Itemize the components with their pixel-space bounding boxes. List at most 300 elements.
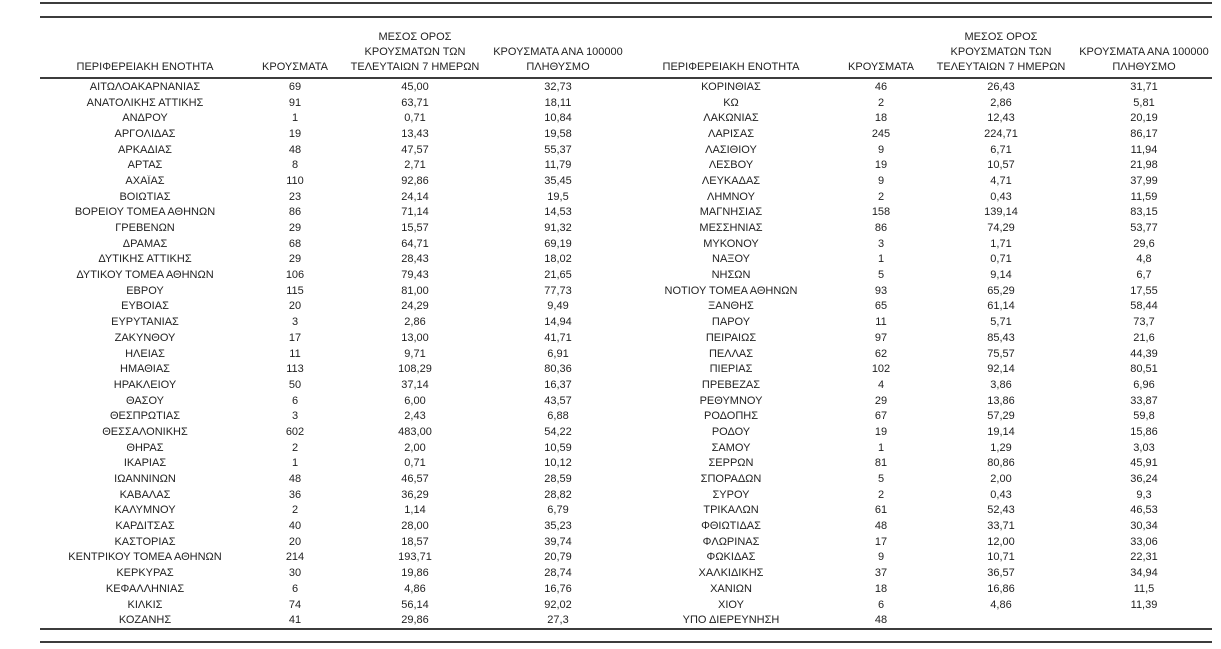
cell-per100k: 19,5: [547, 190, 569, 203]
cell-per100k: 92,02: [544, 598, 572, 611]
cell-avg7: 36,57: [987, 567, 1015, 580]
table-row: [40, 534, 626, 550]
cell-region: ΞΑΝΘΗΣ: [708, 300, 754, 313]
cell-per100k: 59,8: [1133, 410, 1155, 423]
cell-cases: 1: [877, 253, 885, 266]
cell-cases: 8: [291, 159, 299, 172]
cell-region: ΚΙΛΚΙΣ: [127, 598, 163, 611]
cell-cases: 115: [286, 284, 304, 297]
cell-avg7: 13,86: [987, 394, 1015, 407]
cell-avg7: 57,29: [987, 410, 1015, 423]
table-row: [626, 126, 1212, 142]
cell-per100k: 22,31: [1130, 551, 1158, 564]
table-row: [626, 220, 1212, 236]
cell-avg7: 0,43: [990, 190, 1012, 203]
cell-per100k: 9,3: [1136, 488, 1152, 501]
cell-avg7: 15,57: [401, 222, 429, 235]
cell-per100k: 9,49: [547, 300, 569, 313]
cell-avg7: 79,43: [401, 269, 429, 282]
table-row: [40, 361, 626, 377]
table-row: [40, 142, 626, 158]
column-header-avg7-line1: ΜΕΣΟΣ ΟΡΟΣ: [378, 31, 452, 43]
table-row: [40, 550, 626, 566]
left-table-body: [40, 79, 626, 628]
cell-per100k: 45,91: [1130, 457, 1158, 470]
cell-cases: 2: [877, 190, 885, 203]
cell-cases: 48: [288, 473, 302, 486]
cell-per100k: 10,84: [544, 112, 572, 125]
cell-cases: 214: [285, 551, 305, 564]
cell-per100k: 6,7: [1136, 269, 1152, 282]
cell-avg7: 6,71: [990, 143, 1012, 156]
table-row: [626, 408, 1212, 424]
cell-avg7: 2,86: [404, 316, 426, 329]
column-header-cases: ΚΡΟΥΣΜΑΤΑ: [262, 61, 328, 73]
table-row: [626, 79, 1212, 95]
cell-avg7: 2,43: [404, 410, 426, 423]
cell-cases: 29: [288, 222, 302, 235]
cell-avg7: 24,14: [401, 190, 429, 203]
cell-avg7: 28,43: [401, 253, 429, 266]
cell-cases: 19: [874, 159, 888, 172]
cell-avg7: 19,86: [401, 567, 429, 580]
column-header-avg7-line2: ΚΡΟΥΣΜΑΤΩΝ ΤΩΝ: [364, 46, 466, 58]
cell-per100k: 86,17: [1130, 127, 1158, 140]
table-row: [40, 377, 626, 393]
table-row: [40, 581, 626, 597]
cell-region: ΜΕΣΣΗΝΙΑΣ: [699, 222, 763, 235]
cell-avg7: 483,00: [398, 425, 432, 438]
cell-cases: 48: [288, 143, 302, 156]
cell-avg7: 92,86: [401, 174, 429, 187]
table-row: [626, 393, 1212, 409]
cell-region: ΑΝΑΤΟΛΙΚΗΣ ΑΤΤΙΚΗΣ: [86, 96, 204, 109]
column-header-per100k: [490, 45, 626, 75]
cell-avg7: 92,14: [987, 363, 1015, 376]
cell-cases: 48: [874, 614, 888, 627]
cell-cases: 6: [877, 598, 885, 611]
cell-cases: 113: [286, 363, 304, 376]
table-row: [626, 173, 1212, 189]
table-row: [40, 314, 626, 330]
table-row: [40, 346, 626, 362]
cell-region: ΚΕΝΤΡΙΚΟΥ ΤΟΜΕΑ ΑΘΗΝΩΝ: [68, 551, 222, 564]
column-header-cases: ΚΡΟΥΣΜΑΤΑ: [848, 61, 914, 73]
cell-avg7: 1,29: [990, 441, 1012, 454]
table-row: [626, 518, 1212, 534]
cell-per100k: 31,71: [1130, 80, 1158, 93]
cell-avg7: 5,71: [990, 316, 1012, 329]
cell-per100k: 5,81: [1133, 96, 1155, 109]
cell-cases: 97: [874, 331, 888, 344]
cell-avg7: 12,43: [987, 112, 1015, 125]
table-row: [40, 95, 626, 111]
cell-per100k: 4,8: [1136, 253, 1152, 266]
cell-cases: 91: [288, 96, 302, 109]
cell-per100k: 11,79: [544, 159, 572, 172]
cell-region: ΛΑΡΙΣΑΣ: [707, 127, 754, 140]
cell-cases: 3: [291, 316, 299, 329]
table-row: [40, 471, 626, 487]
cell-per100k: 21,65: [544, 269, 572, 282]
table-row: [40, 299, 626, 315]
table-row: [626, 157, 1212, 173]
cell-per100k: 21,98: [1130, 159, 1158, 172]
cell-avg7: 2,71: [404, 159, 426, 172]
cell-avg7: 74,29: [987, 222, 1015, 235]
cell-region: ΜΥΚΟΝΟΥ: [703, 237, 759, 250]
cell-per100k: 10,12: [544, 457, 572, 470]
cell-cases: 41: [288, 614, 302, 627]
cell-per100k: 58,44: [1130, 300, 1158, 313]
cell-cases: 69: [288, 80, 302, 93]
cell-cases: 23: [288, 190, 302, 203]
cell-region: ΘΕΣΠΡΩΤΙΑΣ: [109, 410, 181, 423]
cell-per100k: 11,59: [1130, 190, 1158, 203]
cell-region: ΠΡΕΒΕΖΑΣ: [701, 378, 761, 391]
cell-region: ΝΑΞΟΥ: [712, 253, 750, 266]
cell-region: ΔΥΤΙΚΗΣ ΑΤΤΙΚΗΣ: [98, 253, 192, 266]
cell-avg7: 10,57: [987, 159, 1015, 172]
cell-avg7: 2,00: [404, 441, 426, 454]
cell-per100k: 55,37: [544, 143, 572, 156]
cell-per100k: 14,94: [544, 316, 572, 329]
cell-region: ΧΑΝΙΩΝ: [710, 582, 752, 595]
table-row: [626, 565, 1212, 581]
cell-cases: 5: [877, 269, 885, 282]
cell-per100k: 16,37: [544, 378, 572, 391]
cell-cases: 74: [288, 598, 302, 611]
cell-region: ΑΡΤΑΣ: [127, 159, 163, 172]
cell-per100k: 17,55: [1130, 284, 1158, 297]
cell-avg7: 2,00: [990, 473, 1012, 486]
cell-avg7: 36,29: [401, 488, 429, 501]
cell-per100k: 28,59: [544, 473, 572, 486]
table-row: [40, 173, 626, 189]
cell-region: ΠΙΕΡΙΑΣ: [709, 363, 753, 376]
cell-cases: 50: [288, 378, 302, 391]
cell-region: ΚΩ: [723, 96, 739, 109]
table-row: [40, 283, 626, 299]
cell-per100k: 69,19: [544, 237, 572, 250]
cell-avg7: 1,71: [990, 237, 1012, 250]
cell-avg7: 0,71: [404, 112, 426, 125]
cell-cases: 3: [877, 237, 885, 250]
table-row: [40, 236, 626, 252]
cell-region: ΝΗΣΩΝ: [711, 269, 751, 282]
cell-cases: 19: [288, 127, 302, 140]
cell-cases: 2: [877, 488, 885, 501]
cell-avg7: 10,71: [987, 551, 1015, 564]
cell-region: ΛΕΣΒΟΥ: [708, 159, 754, 172]
cell-per100k: 32,73: [544, 80, 572, 93]
cell-per100k: 11,39: [1130, 598, 1158, 611]
cell-cases: 1: [291, 112, 299, 125]
cell-cases: 17: [288, 331, 302, 344]
cell-cases: 9: [877, 143, 885, 156]
table-row: [40, 597, 626, 613]
column-header-region: ΠΕΡΙΦΕΡΕΙΑΚΗ ΕΝΟΤΗΤΑ: [662, 61, 800, 73]
cell-avg7: 80,86: [987, 457, 1015, 470]
cell-per100k: 33,06: [1130, 535, 1158, 548]
cell-region: ΛΕΥΚΑΔΑΣ: [701, 174, 761, 187]
cell-region: ΗΜΑΘΙΑΣ: [120, 363, 170, 376]
cell-cases: 68: [288, 237, 302, 250]
cell-avg7: 3,86: [990, 378, 1012, 391]
cell-avg7: 4,71: [990, 174, 1012, 187]
table-row: [626, 283, 1212, 299]
cell-avg7: 63,71: [401, 96, 429, 109]
cell-cases: 110: [286, 174, 304, 187]
table-row: [626, 110, 1212, 126]
cell-region: ΘΗΡΑΣ: [126, 441, 164, 454]
table-row: [626, 361, 1212, 377]
table-row: [626, 236, 1212, 252]
cell-per100k: 10,59: [544, 441, 572, 454]
table-body: [40, 79, 1212, 628]
cell-per100k: 33,87: [1130, 394, 1158, 407]
cell-region: ΖΑΚΥΝΘΟΥ: [114, 331, 176, 344]
cell-per100k: 15,86: [1130, 425, 1158, 438]
table-row: [626, 581, 1212, 597]
cell-per100k: 35,23: [544, 520, 572, 533]
table-row: [626, 267, 1212, 283]
cell-per100k: 20,79: [544, 551, 572, 564]
cell-cases: 67: [874, 410, 888, 423]
column-header-region: ΠΕΡΙΦΕΡΕΙΑΚΗ ΕΝΟΤΗΤΑ: [76, 61, 214, 73]
cell-cases: 48: [874, 520, 888, 533]
column-header-per100k: [1076, 45, 1212, 75]
cell-cases: 46: [874, 80, 888, 93]
cell-cases: 65: [874, 300, 888, 313]
cell-avg7: 37,14: [401, 378, 429, 391]
cell-cases: 62: [874, 347, 888, 360]
table-row: [40, 205, 626, 221]
column-header-avg7: [926, 30, 1076, 75]
cell-avg7: 108,29: [398, 363, 432, 376]
table-row: [40, 252, 626, 268]
table-row: [626, 503, 1212, 519]
cell-region: ΛΗΜΝΟΥ: [707, 190, 755, 203]
column-header-avg7: [340, 30, 490, 75]
cell-cases: 17: [874, 535, 888, 548]
cell-region: ΑΙΤΩΛΟΑΚΑΡΝΑΝΙΑΣ: [89, 80, 201, 93]
table-row: [626, 205, 1212, 221]
cell-region: ΦΩΚΙΔΑΣ: [706, 551, 756, 564]
cell-region: ΡΟΔΟΥ: [711, 425, 751, 438]
cell-avg7: 2,86: [990, 96, 1012, 109]
table-row: [40, 126, 626, 142]
cell-avg7: 75,57: [987, 347, 1015, 360]
table-row: [40, 79, 626, 95]
cell-region: ΒΟΡΕΙΟΥ ΤΟΜΕΑ ΑΘΗΝΩΝ: [74, 206, 216, 219]
cell-cases: 37: [874, 567, 888, 580]
cell-region: ΡΕΘΥΜΝΟΥ: [699, 394, 763, 407]
table-row: [40, 518, 626, 534]
cell-avg7: 9,71: [404, 347, 426, 360]
cell-region: ΦΛΩΡΙΝΑΣ: [702, 535, 760, 548]
cell-cases: 2: [291, 504, 299, 517]
table-row: [626, 189, 1212, 205]
cell-avg7: 24,29: [401, 300, 429, 313]
right-table-header: [626, 30, 1212, 75]
cell-per100k: 80,36: [544, 363, 572, 376]
cell-cases: 20: [288, 535, 302, 548]
cell-per100k: 6,91: [547, 347, 569, 360]
cell-per100k: 11,94: [1130, 143, 1158, 156]
cell-cases: 6: [291, 582, 299, 595]
top-rule-outer: [40, 2, 1212, 4]
cell-avg7: 45,00: [401, 80, 429, 93]
cell-cases: 1: [877, 441, 885, 454]
cell-region: ΚΑΛΥΜΝΟΥ: [114, 504, 176, 517]
cell-avg7: 4,86: [990, 598, 1012, 611]
table-row: [40, 456, 626, 472]
cell-per100k: 19,58: [544, 127, 572, 140]
cell-cases: 20: [288, 300, 302, 313]
cell-cases: 18: [874, 112, 888, 125]
cell-avg7: 61,14: [987, 300, 1015, 313]
bottom-rule-inner: [40, 628, 1212, 630]
cell-cases: 11: [875, 316, 887, 329]
cell-region: ΤΡΙΚΑΛΩΝ: [703, 504, 759, 517]
cell-per100k: 16,76: [544, 582, 572, 595]
cell-avg7: 6,00: [404, 394, 426, 407]
cell-cases: 602: [285, 425, 305, 438]
cell-avg7: 4,86: [404, 582, 426, 595]
cell-per100k: 30,34: [1130, 520, 1158, 533]
cell-region: ΑΧΑΪΑΣ: [125, 174, 165, 187]
cell-region: ΠΑΡΟΥ: [711, 316, 751, 329]
table-row: [40, 503, 626, 519]
table-row: [40, 267, 626, 283]
cell-per100k: 83,15: [1130, 206, 1158, 219]
table-row: [626, 377, 1212, 393]
cell-per100k: 29,6: [1133, 237, 1155, 250]
table-row: [626, 346, 1212, 362]
column-header-per100k-line1: ΚΡΟΥΣΜΑΤΑ ΑΝΑ 100000: [493, 46, 623, 58]
cell-region: ΚΑΒΑΛΑΣ: [119, 488, 171, 501]
cell-avg7: 71,14: [401, 206, 429, 219]
cell-region: ΘΕΣΣΑΛΟΝΙΚΗΣ: [102, 425, 188, 438]
table-row: [626, 314, 1212, 330]
cell-avg7: 29,86: [401, 614, 429, 627]
cell-avg7: 56,14: [401, 598, 429, 611]
cell-per100k: 28,74: [544, 567, 572, 580]
table-row: [40, 424, 626, 440]
cell-avg7: 47,57: [401, 143, 429, 156]
cell-per100k: 80,51: [1130, 363, 1158, 376]
cell-region: ΡΟΔΟΠΗΣ: [703, 410, 759, 423]
table-row: [40, 189, 626, 205]
cell-per100k: 54,22: [544, 425, 572, 438]
cell-region: ΕΒΡΟΥ: [126, 284, 164, 297]
cell-avg7: 1,14: [404, 504, 426, 517]
cell-avg7: 19,14: [987, 425, 1015, 438]
cell-region: ΣΥΡΟΥ: [712, 488, 750, 501]
table-row: [40, 565, 626, 581]
cell-cases: 86: [874, 222, 888, 235]
cell-per100k: 20,19: [1130, 112, 1158, 125]
cell-region: ΧΑΛΚΙΔΙΚΗΣ: [698, 567, 764, 580]
cell-region: ΣΠΟΡΑΔΩΝ: [700, 473, 762, 486]
table-row: [40, 408, 626, 424]
column-header-avg7-line2: ΚΡΟΥΣΜΑΤΩΝ ΤΩΝ: [950, 46, 1052, 58]
column-header-per100k-line2: ΠΛΗΘΥΣΜΟ: [1112, 61, 1176, 73]
column-header-avg7-line3: ΤΕΛΕΥΤΑΙΩΝ 7 ΗΜΕΡΩΝ: [350, 61, 480, 73]
table-row: [626, 534, 1212, 550]
cell-avg7: 65,29: [987, 284, 1015, 297]
right-table-body: [626, 79, 1212, 628]
cell-region: ΦΘΙΩΤΙΔΑΣ: [701, 520, 761, 533]
cell-per100k: 39,74: [544, 535, 572, 548]
table-row: [40, 440, 626, 456]
cell-avg7: 193,71: [398, 551, 432, 564]
cell-region: ΔΥΤΙΚΟΥ ΤΟΜΕΑ ΑΘΗΝΩΝ: [76, 269, 214, 282]
cell-per100k: 35,45: [544, 174, 572, 187]
table-row: [626, 456, 1212, 472]
cell-region: ΣΕΡΡΩΝ: [708, 457, 754, 470]
table-row: [626, 612, 1212, 628]
cell-region: ΚΟΖΑΝΗΣ: [118, 614, 172, 627]
bottom-rule-outer: [40, 641, 1212, 643]
cell-region: ΚΑΣΤΟΡΙΑΣ: [114, 535, 176, 548]
cell-per100k: 18,11: [544, 96, 572, 109]
cell-region: ΓΡΕΒΕΝΩΝ: [115, 222, 175, 235]
cell-cases: 18: [874, 582, 888, 595]
cell-cases: 29: [874, 394, 888, 407]
cell-region: ΕΥΒΟΙΑΣ: [121, 300, 169, 313]
cell-region: ΗΛΕΙΑΣ: [125, 347, 165, 360]
cell-per100k: 37,99: [1130, 174, 1158, 187]
cell-avg7: 224,71: [984, 127, 1018, 140]
table-row: [626, 440, 1212, 456]
cell-avg7: 26,43: [987, 80, 1015, 93]
cell-cases: 102: [871, 363, 891, 376]
table-row: [40, 157, 626, 173]
cell-cases: 2: [877, 96, 885, 109]
cell-cases: 40: [288, 520, 302, 533]
cell-avg7: 81,00: [401, 284, 429, 297]
cell-cases: 5: [877, 473, 885, 486]
cell-per100k: 53,77: [1130, 222, 1158, 235]
cell-cases: 86: [288, 206, 302, 219]
column-header-avg7-line3: ΤΕΛΕΥΤΑΙΩΝ 7 ΗΜΕΡΩΝ: [936, 61, 1066, 73]
cell-avg7: 0,43: [990, 488, 1012, 501]
cell-per100k: 27,3: [547, 614, 569, 627]
cell-region: ΠΕΛΛΑΣ: [708, 347, 754, 360]
cell-region: ΛΑΣΙΘΙΟΥ: [705, 143, 757, 156]
column-header-per100k-line1: ΚΡΟΥΣΜΑΤΑ ΑΝΑ 100000: [1079, 46, 1209, 58]
cell-per100k: 73,7: [1133, 316, 1155, 329]
cell-avg7: 16,86: [987, 582, 1015, 595]
cell-cases: 81: [874, 457, 888, 470]
table-row: [626, 487, 1212, 503]
table-row: [40, 330, 626, 346]
cell-region: ΑΝΔΡΟΥ: [122, 112, 168, 125]
cell-region: ΙΩΑΝΝΙΝΩΝ: [114, 473, 176, 486]
cell-cases: 3: [291, 410, 299, 423]
cell-cases: 36: [288, 488, 302, 501]
cell-region: ΜΑΓΝΗΣΙΑΣ: [699, 206, 763, 219]
table-row: [626, 95, 1212, 111]
table-row: [626, 597, 1212, 613]
cell-cases: 2: [291, 441, 299, 454]
table-row: [626, 471, 1212, 487]
table-row: [626, 424, 1212, 440]
cell-cases: 106: [285, 269, 305, 282]
table-row: [40, 393, 626, 409]
